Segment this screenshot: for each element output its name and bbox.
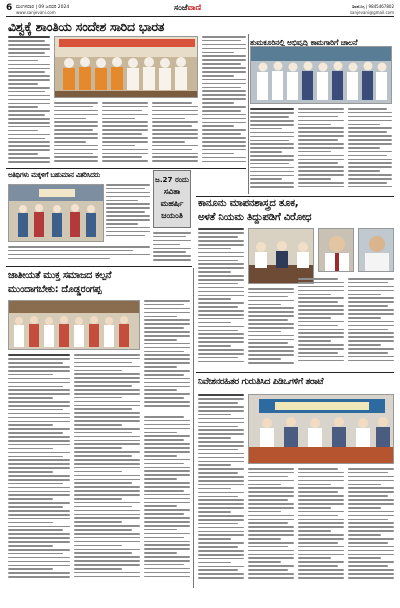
- headline-mid-right-line1: ಕಾನೂನು ಮಾಪನಶಾಸ್ತ್ರದ ತೂಕ,: [198, 198, 299, 209]
- notice-date: ಜ.27 ರಂದು: [155, 175, 189, 184]
- headline-mid-right-line2: ಅಳತೆ ನಿಯಮ ತಿದ್ದುಪಡಿಗೆ ವಿರೋಧ: [198, 212, 312, 223]
- article-top-left-col5: [202, 36, 246, 166]
- officials-group-photo: [250, 46, 392, 104]
- headline-lower-left-line2: ಮುಂದಾಗಬೇಕು: ದೊಡ್ಡರಂಗಪ್ಪ: [8, 284, 102, 295]
- classroom-event-photo: [8, 184, 104, 242]
- article-mid-right-col3: [298, 278, 344, 368]
- press-meet-photo: [248, 228, 314, 284]
- headline-bottom-right: ನಿವೇಶನರಹಿತರ ಗುರುತಿಸಿದ ಪಿಡಿಒಗಳಿಗೆ ತರಾಟೆ: [198, 377, 324, 387]
- section-rule: [6, 168, 246, 169]
- article-top-left-col3: [102, 102, 148, 166]
- article-lower-left-col3: [144, 300, 190, 412]
- bottom-right-rule: [196, 372, 394, 373]
- notice-line3: ಮಹರ್ಷಿ: [160, 199, 184, 208]
- article-bottom-right-col4: [348, 468, 394, 584]
- article-mid-right-col1: [198, 228, 244, 368]
- article-top-left-col2: [54, 102, 98, 166]
- article-bottom-right-col2: [248, 468, 294, 584]
- article-top-left-col4: [152, 102, 198, 166]
- headline-top-right: ತುಮಕೂರಿನಲ್ಲಿ ಅಭಿವೃದ್ಧಿ ಕಾಮಗಾರಿಗೆ ಚಾಲನೆ: [250, 38, 358, 47]
- notice-line4: ಜಯಂತಿ: [161, 211, 183, 220]
- page-number: 6: [6, 3, 13, 13]
- registration-marks-left: [8, 602, 38, 606]
- article-lower-left-col4: [144, 416, 190, 584]
- article-lower-left-col1: [8, 354, 70, 584]
- website: www.sanjevani.com: [16, 10, 56, 15]
- speaker-portrait-photo: [318, 228, 354, 272]
- article-mid-left-col1: [106, 184, 150, 242]
- seated-audience-photo: [8, 300, 140, 350]
- contact-email: sanjevani@gmail.com: [349, 10, 394, 15]
- headline-lower-left-line1: ಜಾತೀಯತೆ ಮುಕ್ತ ಸಮಾಜದ ಕಲ್ಪನೆ: [8, 270, 112, 281]
- panel-meeting-photo: [248, 394, 394, 464]
- article-bottom-right-col3: [298, 468, 344, 584]
- event-notice-box: [153, 170, 191, 228]
- masthead-logo: ಸಂಜೆವಾಣಿ: [174, 3, 202, 12]
- article-top-right-col3: [348, 108, 392, 192]
- article-top-right-col2: [298, 108, 344, 192]
- dateline: ಮಂಗಳವಾರ | 09 ಜನವರಿ 2024: [16, 5, 70, 10]
- headline-top-left: ವಿಶ್ವಕ್ಕೆ ಶಾಂತಿಯ ಸಂದೇಶ ಸಾರಿದ ಭಾರತ: [8, 19, 165, 34]
- article-bottom-right-col1: [198, 394, 244, 584]
- column-divider: [248, 34, 249, 194]
- registration-marks-right: [362, 602, 392, 606]
- headline-mid-left: ಅತಿಥಿಗಳು ಮಕ್ಕಳಿಗೆ ಬಹುಮಾನ ವಿತರಿಸಿದರು: [8, 171, 100, 179]
- page-header: [6, 3, 394, 15]
- notice-body: [153, 232, 191, 264]
- header-rule: [6, 16, 394, 17]
- column-divider-lower: [193, 268, 194, 588]
- article-top-left-col1: [8, 36, 50, 166]
- mid-right-top-rule: [196, 196, 394, 197]
- article-top-right-col1: [250, 108, 294, 192]
- lower-left-rule: [6, 266, 192, 267]
- contact-info: ಶಿವಮೊಗ್ಗ | 9845467802: [352, 4, 394, 9]
- article-lower-left-col2: [74, 354, 140, 584]
- article-mid-right-col2: [248, 288, 294, 368]
- speaker-portrait-photo-2: [358, 228, 394, 272]
- notice-line2: ಸವಿತಾ: [163, 187, 181, 196]
- ceremony-stage-photo: [54, 36, 198, 98]
- article-mid-right-col4: [348, 278, 394, 368]
- article-mid-left-body: [8, 246, 150, 264]
